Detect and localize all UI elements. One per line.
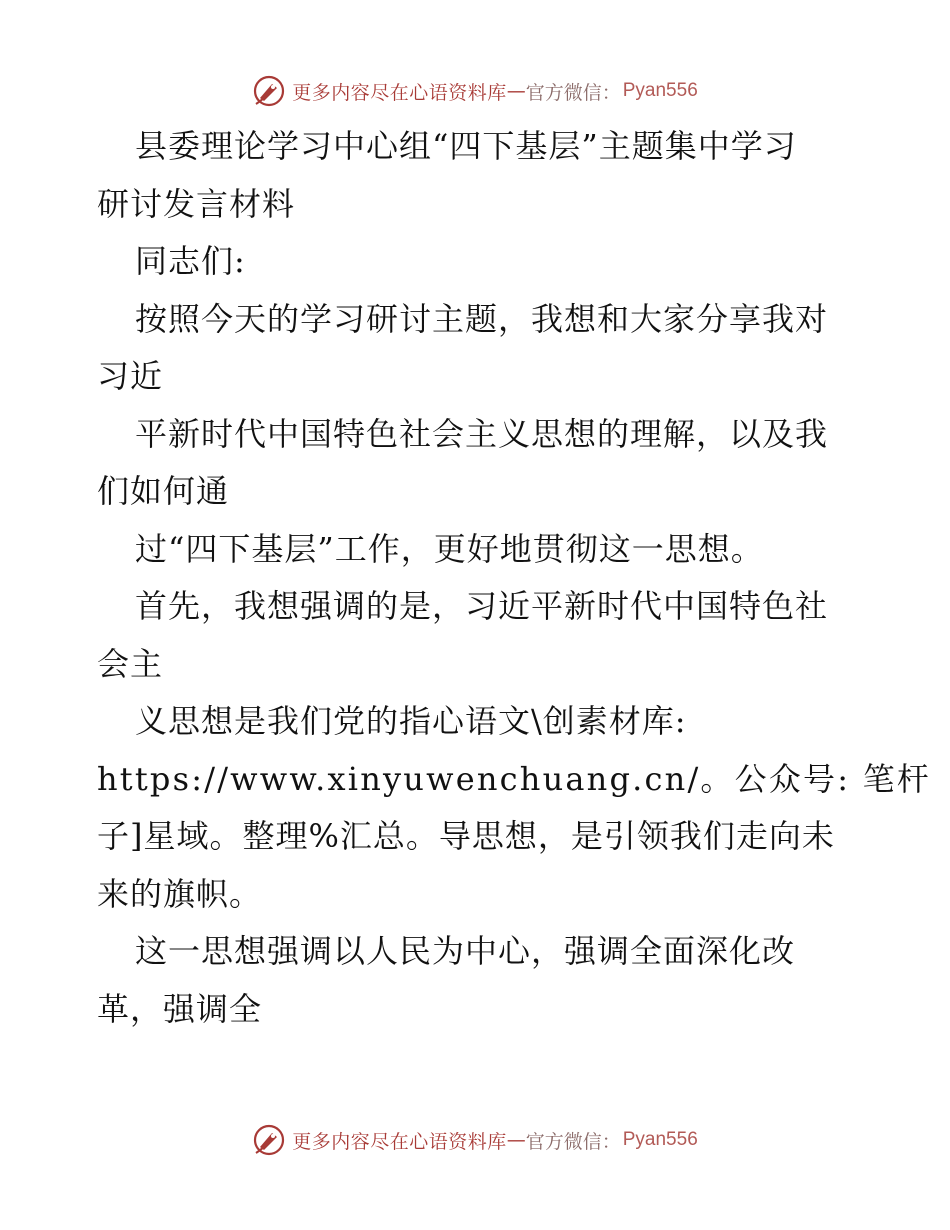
doc-url-line: https://www.xinyuwenchuang.cn/。公众号: 笔杆 — [97, 759, 931, 798]
banner-wechat-id: Pyan556 — [622, 80, 698, 101]
doc-paragraph-line: 按照今天的学习研讨主题，我想和大家分享我对 — [135, 299, 829, 338]
footer-banner — [0, 1120, 950, 1160]
doc-paragraph-line: 习近 — [97, 357, 164, 395]
pen-nib-logo-icon — [252, 74, 286, 108]
doc-paragraph-line: 子]星域。整理%汇总。导思想，是引领我们走向未 — [97, 817, 835, 855]
doc-paragraph-line: 首先，我想强调的是，习近平新时代中国特色社 — [135, 587, 829, 625]
footer-wechat-id: Pyan556 — [622, 1129, 698, 1150]
footer-dash: — — [506, 1129, 526, 1151]
doc-paragraph-line: 会主 — [97, 644, 164, 683]
banner-dash: — — [506, 80, 526, 102]
banner-account-label: 官方微信： — [525, 81, 621, 104]
doc-salutation: 同志们: — [135, 242, 246, 280]
doc-paragraph-line: 革，强调全 — [97, 989, 263, 1028]
footer-account-label: 官方微信： — [525, 1130, 621, 1153]
pen-nib-logo-icon — [252, 1123, 286, 1157]
banner-lead-text: 更多内容尽在心语资料库 — [292, 81, 507, 104]
header-banner — [0, 71, 950, 111]
doc-paragraph-line: 义思想是我们党的指心语文\创素材库: — [135, 702, 687, 740]
doc-title-line-2: 研讨发言材料 — [97, 184, 296, 223]
doc-paragraph-line: 平新时代中国特色社会主义思想的理解，以及我 — [135, 414, 829, 453]
doc-paragraph-line: 来的旗帜。 — [97, 874, 263, 913]
doc-paragraph-line: 们如何通 — [97, 472, 230, 510]
doc-paragraph-line: 过“四下基层”工作，更好地贯彻这一思想。 — [135, 529, 764, 568]
doc-title-line-1: 县委理论学习中心组“四下基层”主题集中学习 — [135, 127, 797, 165]
document-body — [97, 118, 931, 1038]
footer-lead-text: 更多内容尽在心语资料库 — [292, 1130, 507, 1153]
doc-paragraph-line: 这一思想强调以人民为中心，强调全面深化改 — [135, 932, 796, 970]
